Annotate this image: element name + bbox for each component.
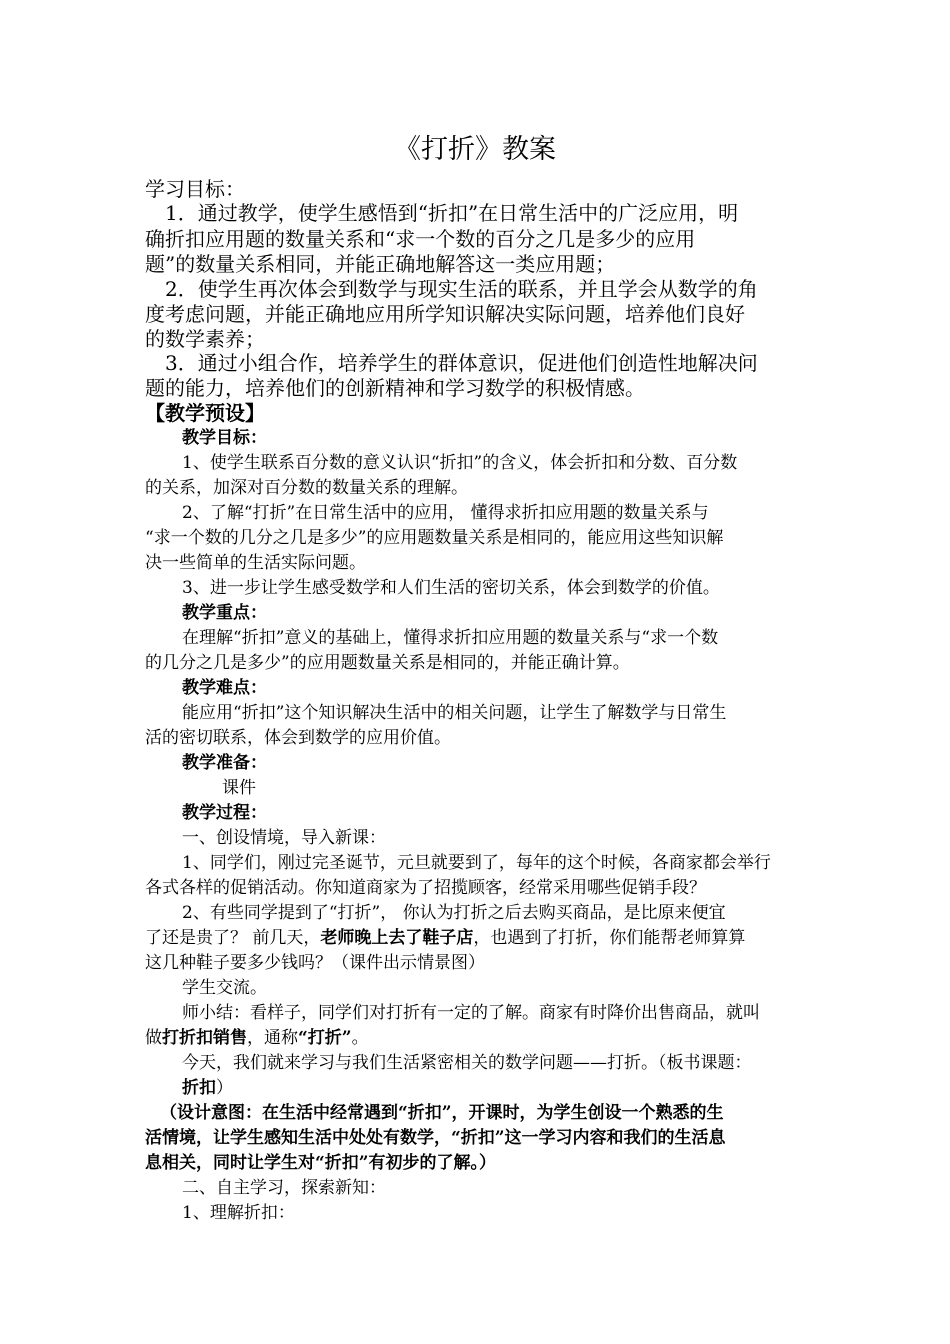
preset-heading: 【教学预设】 xyxy=(145,401,265,425)
paragraph-1-line-1: 1、同学们，刚过完圣诞节，元旦就要到了，每年的这个时候，各商家都会举行 xyxy=(182,853,771,873)
board-title-close: ） xyxy=(216,1078,233,1098)
today-line-1: 今天，我们就来学习与我们生活紧密相关的数学问题——打折。（板书课题： xyxy=(182,1053,752,1073)
key-heading: 教学重点： xyxy=(182,603,267,623)
goal-3: 3、进一步让学生感受数学和人们生活的密切关系，体会到数学的价值。 xyxy=(182,578,720,598)
design-intent-line-3: 息相关，同时让学生对“折扣”有初步的了解。） xyxy=(145,1153,497,1173)
goal-1-line-1: 1、使学生联系百分数的意义认识“折扣”的含义，体会折扣和分数、百分数 xyxy=(182,453,738,473)
objective-3-line-2: 题的能力，培养他们的创新精神和学习数学的积极情感。 xyxy=(145,376,645,400)
objective-1-line-1: 1．通过教学，使学生感悟到“折扣”在日常生活中的广泛应用，明 xyxy=(165,201,739,225)
paragraph-1-line-2: 各式各样的促销活动。你知道商家为了招揽顾客，经常采用哪些促销手段？ xyxy=(145,878,706,898)
difficulty-line-2: 活的密切联系，体会到数学的应用价值。 xyxy=(145,728,451,748)
understand-discount-heading: 1、理解折扣： xyxy=(182,1203,295,1223)
objective-3-line-1: 3．通过小组合作，培养学生的群体意识，促进他们创造性地解决问 xyxy=(165,351,758,375)
prep-heading: 教学准备： xyxy=(182,753,267,773)
student-exchange: 学生交流。 xyxy=(182,978,267,998)
summary-line-2 xyxy=(145,1025,369,1051)
goal-2-line-2: “求一个数的几分之几是多少”的应用题数量关系是相同的，能应用这些知识解 xyxy=(145,528,724,548)
summary-text-a: 做 xyxy=(145,1028,162,1048)
goal-1-line-2: 的关系，加深对百分数的数量关系的理解。 xyxy=(145,478,468,498)
objective-2-line-1: 2．使学生再次体会到数学与现实生活的联系，并且学会从数学的角 xyxy=(165,277,758,301)
step-1-heading: 一、创设情境，导入新课： xyxy=(182,828,386,848)
board-title: 折扣 xyxy=(182,1078,216,1098)
goal-2-line-3: 决一些简单的生活实际问题。 xyxy=(145,553,366,573)
paragraph-2-emphasis: 老师晚上去了鞋子店 xyxy=(320,928,474,948)
paragraph-2-line-3: 这几种鞋子要多少钱吗？（课件出示情景图） xyxy=(145,953,485,973)
summary-text-b: ，通称 xyxy=(247,1028,298,1048)
paragraph-2-line-1: 2、有些同学提到了“打折”， 你认为打折之后去购买商品，是比原来便宜 xyxy=(182,903,726,923)
key-line-2: 的几分之几是多少”的应用题数量关系是相同的，并能正确计算。 xyxy=(145,653,630,673)
design-intent-line-2: 活情境，让学生感知生活中处处有数学，“折扣”这一学习内容和我们的生活息 xyxy=(145,1128,726,1148)
difficulty-line-1: 能应用“折扣”这个知识解决生活中的相关问题，让学生了解数学与日常生 xyxy=(182,703,727,723)
summary-emphasis-a: 打折扣销售 xyxy=(162,1028,247,1048)
design-intent-line-1: （设计意图：在生活中经常遇到“折扣”，开课时，为学生创设一个熟悉的生 xyxy=(160,1103,724,1123)
objective-2-line-3: 的数学素养； xyxy=(145,327,265,351)
document-title: 《打折》教案 xyxy=(394,134,556,165)
goals-heading: 教学目标： xyxy=(182,428,267,448)
prep-content: 课件 xyxy=(222,778,256,798)
summary-line-1: 师小结：看样子，同学们对打折有一定的了解。商家有时降价出售商品，就叫 xyxy=(182,1003,760,1023)
process-heading: 教学过程： xyxy=(182,803,267,823)
objectives-heading: 学习目标： xyxy=(145,177,245,201)
today-line-2 xyxy=(182,1075,233,1101)
goal-2-line-1: 2、了解“打折”在日常生活中的应用， 懂得求折扣应用题的数量关系与 xyxy=(182,503,709,523)
objective-1-line-3: 题”的数量关系相同，并能正确地解答这一类应用题； xyxy=(145,252,616,276)
paragraph-2-text-b: ，也遇到了打折，你们能帮老师算算 xyxy=(473,928,746,948)
objective-2-line-2: 度考虑问题，并能正确地应用所学知识解决实际问题，培养他们良好 xyxy=(145,302,745,326)
summary-text-c: 。 xyxy=(351,1028,369,1048)
paragraph-2-line-2 xyxy=(145,925,745,951)
objective-1-line-2: 确折扣应用题的数量关系和“求一个数的百分之几是多少的应用 xyxy=(145,227,696,251)
difficulty-heading: 教学难点： xyxy=(182,678,267,698)
key-line-1: 在理解“折扣”意义的基础上，懂得求折扣应用题的数量关系与“求一个数 xyxy=(182,628,719,648)
paragraph-2-text-a: 了还是贵了？ 前几天， xyxy=(145,928,321,948)
step-2-heading: 二、自主学习，探索新知： xyxy=(182,1178,386,1198)
summary-emphasis-b: “打折” xyxy=(298,1028,352,1048)
